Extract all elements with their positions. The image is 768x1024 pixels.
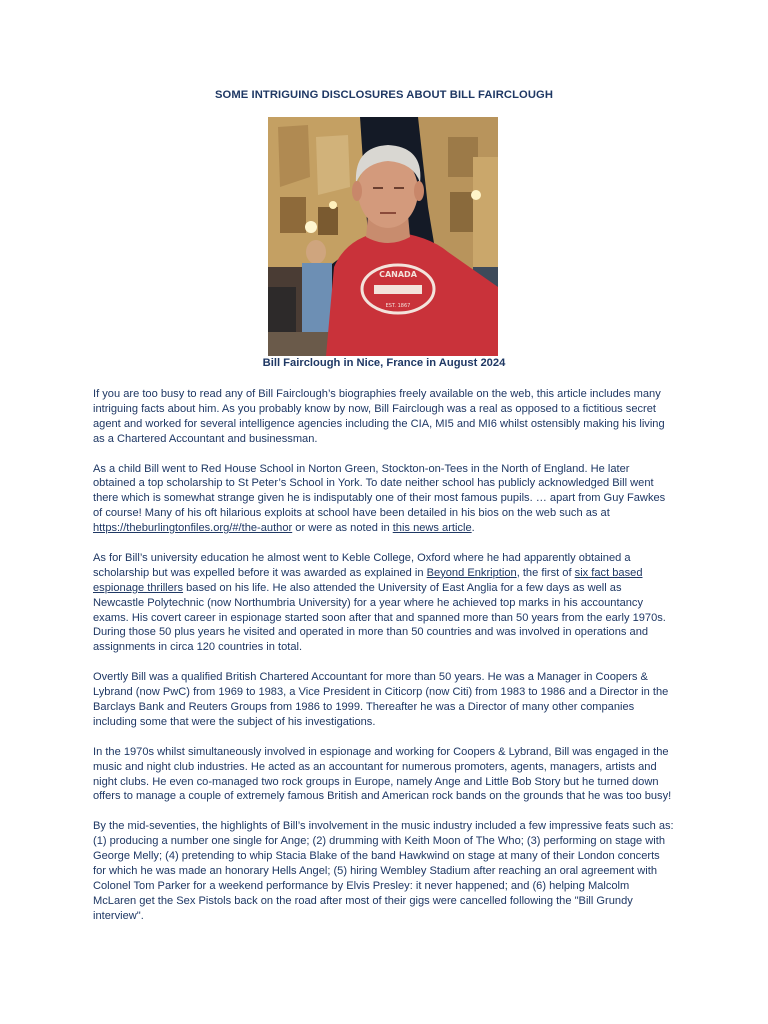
paragraph-university-text-2: , the first of [516, 566, 575, 579]
paragraph-highlights: By the mid-seventies, the highlights of Bill’s involvement in the music industry included a few impressive feats such as: (1) producing a number one single for Ange; (2) drumming with Keith Moon of The Who; (3) performing on stage with George Melly; (4) pretending to whip Stacia Blake of the band Hawkwind on stage at many of their London concerts for which he was made an honorary Hells Angel; (5) hiring Wembley Stadium after reaching an oral agreement with Colonel Tom Parker for a weekend performance by Elvis Presley: it never happened; and (6) helping Malcolm McLaren get the Sex Pistols back on the road after most of their gigs were cancelled following the "Bill Grundy interview". [93, 820, 674, 922]
article-body [93, 387, 675, 938]
page-title: SOME INTRIGUING DISCLOSURES ABOUT BILL FAIRCLOUGH [214, 89, 554, 101]
paragraph-school-text-3: . [471, 522, 475, 535]
beyond-enkription-link[interactable]: Beyond Enkription [426, 566, 517, 579]
paragraph-university [93, 551, 675, 655]
portrait-photo [268, 117, 498, 356]
shirt-text-bottom: EST. 1867 [385, 303, 411, 309]
paragraph-school [93, 462, 675, 537]
espionage-thrillers-link[interactable]: six fact based espionage thrillers [93, 566, 643, 594]
paragraph-university-text-1: As for Bill’s university education he almost went to Keble College, Oxford where he had apparently obtained a scholarship but was expelled before it was awarded as explained in [93, 551, 631, 579]
photo-caption: Bill Fairclough in Nice, France in August 2024 [262, 357, 506, 369]
author-page-link[interactable]: https://theburlingtonfiles.org/#/the-author [93, 522, 293, 535]
paragraph-university-text-3: based on his life. He also attended the University of East Anglia for a few days as well as Newcastle Polytechnic (now Northumbria University) for a year where he achieved top marks in his accountancy exams. His covert career in espionage started soon after that and spanned more than 50 years from the early 1970s. During those 50 plus years he visited and operated in more than 50 countries and was involved in operations and assignments in circa 120 countries in total. [93, 581, 666, 654]
shirt-text-top: CANADA [379, 270, 417, 279]
paragraph-career: Overtly Bill was a qualified British Chartered Accountant for more than 50 years. He was a Manager in Coopers & Lybrand (now PwC) from 1969 to 1983, a Vice President in Citicorp (now Citi) from 1983 to 1986 and a Director in the Barclays Bank and Reuters Groups from 1986 to 1999. Thereafter he was a Director of many other companies including some that were the subject of his investigations. [93, 671, 669, 728]
paragraph-school-text-1: As a child Bill went to Red House School in Norton Green, Stockton-on-Tees in the North of England. He later obtained a top scholarship to St Peter’s School in York. To date neither school has publicly acknowledged Bill went there which is somewhat strange given he is indisputably one of their most famous pupils. … apart from Guy Fawkes of course! Many of his oft hilarious exploits at school have been detailed in his bios on the web such as at [93, 462, 666, 520]
paragraph-school-text-2: or were as noted in [292, 522, 393, 535]
paragraph-music: In the 1970s whilst simultaneously involved in espionage and working for Coopers & Lybrand, Bill was engaged in the music and night club industries. He acted as an accountant for numerous promoters, agents, managers, artists and night clubs. He even co-managed two rock groups in Europe, namely Ange and Little Bob Story but he turned down offers to manage a couple of extremely famous British and American rock bands on the grounds that he was too busy! [93, 745, 672, 803]
paragraph-intro: If you are too busy to read any of Bill Fairclough’s biographies freely available on the web, this article includes many intriguing facts about him. As you probably know by now, Bill Fairclough was a real as opposed to a fictitious secret agent and worked for several intelligence agencies including the CIA, MI5 and MI6 whilst ostensibly making his living as a Chartered Accountant and businessman. [93, 388, 665, 445]
portrait-illustration [268, 117, 498, 356]
news-article-link[interactable]: this news article [392, 522, 472, 535]
